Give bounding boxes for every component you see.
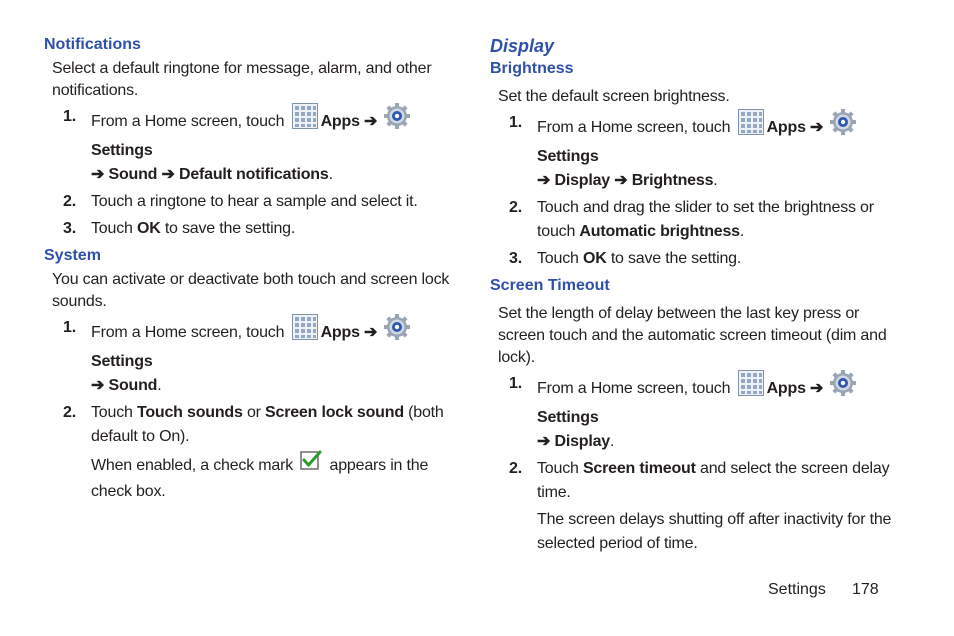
apps-grid-icon <box>292 314 318 348</box>
step-text: Touch and drag the slider to set the brightness or touch <box>537 199 874 240</box>
period: . <box>739 223 745 240</box>
step-number: 1. <box>509 114 522 131</box>
step-number: 2. <box>63 193 76 210</box>
system-step-1 <box>44 316 454 398</box>
apps-label: Apps <box>766 380 806 398</box>
apps-label: Apps <box>320 324 360 342</box>
display-heading: Display <box>490 36 555 56</box>
step-text: (both default to On). <box>91 404 444 445</box>
path-default-notifications: Default notifications <box>178 166 329 183</box>
apps-grid-icon <box>738 370 764 404</box>
system-heading: System <box>44 247 101 264</box>
step-number: 2. <box>509 199 522 216</box>
ok-label: OK <box>582 250 607 267</box>
ok-label: OK <box>136 220 161 237</box>
arrow: ➔ <box>614 172 628 189</box>
settings-gear-icon <box>384 314 410 348</box>
arrow: ➔ <box>364 324 378 342</box>
settings-label: Settings <box>91 353 153 370</box>
path-display: Display <box>554 172 610 189</box>
period: . <box>328 166 333 183</box>
arrow: ➔ <box>537 172 551 189</box>
step-text: Touch <box>537 460 579 477</box>
period: . <box>609 433 615 450</box>
step-text: to save the setting. <box>610 250 742 267</box>
screen-timeout-heading: Screen Timeout <box>490 277 610 294</box>
path-brightness: Brightness <box>631 172 714 189</box>
apps-label: Apps <box>766 119 806 137</box>
arrow: ➔ <box>161 166 175 183</box>
step-number: 1. <box>63 319 76 336</box>
settings-label: Settings <box>537 148 599 165</box>
page-number: 178 <box>852 581 879 598</box>
arrow: ➔ <box>91 166 105 183</box>
settings-gear-icon <box>384 103 410 137</box>
system-step-2 <box>44 401 454 449</box>
touch-sounds-label: Touch sounds <box>136 404 243 421</box>
arrow: ➔ <box>810 119 824 137</box>
brightness-step-1 <box>490 111 910 193</box>
apps-grid-icon <box>738 109 764 143</box>
path-sound: Sound <box>108 166 158 183</box>
step-number: 2. <box>509 460 522 477</box>
step-number: 1. <box>509 375 522 392</box>
step-text: to save the setting. <box>164 220 296 237</box>
step-number: 2. <box>63 404 76 421</box>
notifications-step-3 <box>44 217 454 241</box>
screen-lock-sound-label: Screen lock sound <box>265 404 404 421</box>
timeout-note <box>490 508 910 556</box>
step-text: Touch <box>91 220 133 237</box>
right-column <box>490 34 910 556</box>
period: . <box>157 377 162 394</box>
brightness-heading: Brightness <box>490 60 574 77</box>
settings-gear-icon <box>830 370 856 404</box>
notifications-step-2 <box>44 190 454 214</box>
automatic-brightness-label: Automatic brightness <box>579 223 740 240</box>
notifications-step-1 <box>44 105 454 187</box>
step-number: 3. <box>509 250 522 267</box>
arrow: ➔ <box>537 433 551 450</box>
step-text: Touch a ringtone to hear a sample and select it. <box>91 193 418 210</box>
timeout-step-1 <box>490 372 910 454</box>
screen-timeout-intro: Set the length of delay between the last key press or screen touch and the automatic screen timeout (dim and lock). <box>498 305 887 366</box>
settings-gear-icon <box>830 109 856 143</box>
brightness-step-2 <box>490 196 910 244</box>
path-sound: Sound <box>108 377 158 394</box>
apps-grid-icon <box>292 103 318 137</box>
left-column <box>44 34 454 504</box>
note-text: appears in the check box. <box>91 457 429 500</box>
step-text: From a Home screen, touch <box>537 380 731 398</box>
brightness-intro: Set the default screen brightness. <box>498 88 730 105</box>
arrow: ➔ <box>91 377 105 394</box>
step-text: and select the screen delay time. <box>537 460 890 501</box>
step-text: Touch <box>91 404 133 421</box>
step-text: Touch <box>537 250 579 267</box>
brightness-step-3 <box>490 247 910 271</box>
arrow: ➔ <box>364 113 378 131</box>
step-text: From a Home screen, touch <box>91 324 285 342</box>
step-text: or <box>246 404 261 421</box>
settings-label: Settings <box>91 142 153 159</box>
step-text: From a Home screen, touch <box>91 113 285 131</box>
step-number: 3. <box>63 220 76 237</box>
arrow: ➔ <box>810 380 824 398</box>
notifications-heading: Notifications <box>44 36 141 53</box>
system-intro: You can activate or deactivate both touch and screen lock sounds. <box>52 271 450 310</box>
timeout-step-2 <box>490 457 910 505</box>
period: . <box>713 172 718 189</box>
notifications-intro: Select a default ringtone for message, alarm, and other notifications. <box>52 60 432 99</box>
screen-timeout-label: Screen timeout <box>582 460 696 477</box>
footer-section: Settings <box>768 581 826 598</box>
note-text: The screen delays shutting off after inactivity for the selected period of time. <box>537 511 892 552</box>
apps-label: Apps <box>320 113 360 131</box>
system-note <box>44 452 454 504</box>
path-display: Display <box>554 433 610 450</box>
note-text: When enabled, a check mark <box>91 457 294 475</box>
step-number: 1. <box>63 108 76 125</box>
checkmark-icon <box>300 450 322 478</box>
step-text: From a Home screen, touch <box>537 119 731 137</box>
settings-label: Settings <box>537 409 599 426</box>
